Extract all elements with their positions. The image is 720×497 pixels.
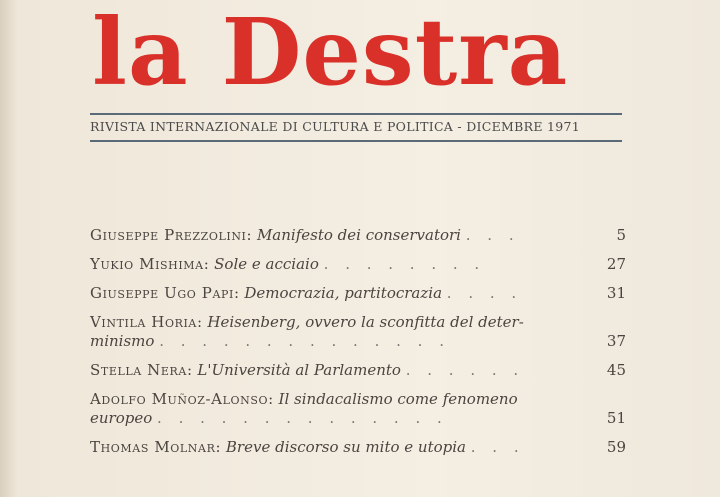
toc-leader: . . . . . . . . . . . . . . bbox=[157, 409, 448, 427]
toc-author: Yukio Mishima: bbox=[90, 255, 210, 273]
toc-title-continued: europeo bbox=[90, 409, 153, 427]
toc-title: Il sindacalismo come fenomeno bbox=[278, 390, 518, 408]
toc-author: Thomas Molnar: bbox=[90, 438, 222, 456]
toc-entry bbox=[90, 438, 626, 457]
toc-title: Breve discorso su mito e utopia bbox=[225, 438, 466, 456]
toc-title: L'Università al Parlamento bbox=[197, 361, 401, 379]
masthead-subtitle: RIVISTA INTERNAZIONALE DI CULTURA E POLITICA - DICEMBRE 1971 bbox=[90, 119, 581, 134]
toc-author: Vintila Horia: bbox=[90, 313, 203, 331]
toc-leader: . . . . . . . . bbox=[323, 255, 486, 273]
toc-page-number: 45 bbox=[606, 361, 626, 379]
table-of-contents bbox=[90, 226, 626, 467]
toc-leader: . . . bbox=[470, 438, 525, 456]
toc-entry bbox=[90, 313, 626, 351]
top-rule bbox=[90, 113, 622, 115]
toc-title: Heisenberg, ovvero la sconfitta del deter- bbox=[207, 313, 524, 331]
toc-author: Stella Nera: bbox=[90, 361, 193, 379]
toc-author: Giuseppe Prezzolini: bbox=[90, 226, 253, 244]
toc-leader: . . . . bbox=[446, 284, 523, 302]
toc-leader: . . . . . . . . . . . . . . bbox=[159, 332, 450, 350]
toc-entry bbox=[90, 390, 626, 428]
toc-author: Adolfo Muñoz-Alonso: bbox=[90, 390, 274, 408]
toc-entry bbox=[90, 284, 626, 303]
toc-entry bbox=[90, 255, 626, 274]
toc-page-number: 31 bbox=[606, 284, 626, 302]
toc-page-number: 27 bbox=[606, 255, 626, 273]
toc-author: Giuseppe Ugo Papi: bbox=[90, 284, 240, 302]
toc-leader: . . . bbox=[465, 226, 520, 244]
toc-entry bbox=[90, 226, 626, 245]
toc-page-number: 51 bbox=[606, 409, 626, 427]
toc-title: Sole e acciaio bbox=[214, 255, 319, 273]
toc-title: Manifesto dei conservatori bbox=[256, 226, 461, 244]
toc-page-number: 37 bbox=[606, 332, 626, 350]
toc-title: Democrazia, partitocrazia bbox=[244, 284, 443, 302]
toc-title-continued: minismo bbox=[90, 332, 155, 350]
toc-leader: . . . . . . bbox=[405, 361, 525, 379]
masthead-title: la Destra bbox=[92, 0, 569, 106]
toc-entry bbox=[90, 361, 626, 380]
bottom-rule bbox=[90, 140, 622, 142]
toc-page-number: 5 bbox=[616, 226, 626, 244]
toc-page-number: 59 bbox=[606, 438, 626, 456]
